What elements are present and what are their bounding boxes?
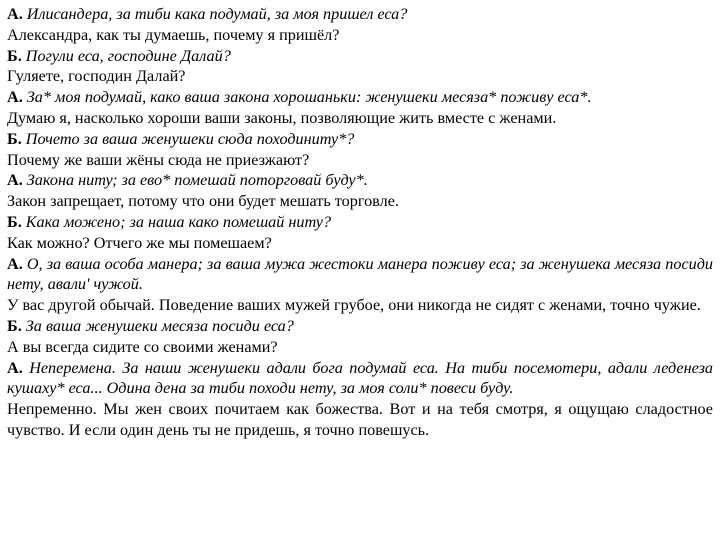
dialogue-document bbox=[7, 4, 713, 441]
speaker-label: А. bbox=[7, 5, 23, 23]
speaker-label: А. bbox=[7, 88, 23, 107]
pidgin-text: Илисандера, за тиби кака подумай, за моя пришел еса? bbox=[26, 5, 408, 23]
pidgin-text: За* моя подумай, како ваша закона хорошаньки: женушеки месяза* поживу еса*. bbox=[26, 88, 592, 107]
speaker-label: А. bbox=[7, 358, 23, 377]
pidgin-line bbox=[7, 129, 713, 150]
pidgin-line bbox=[7, 254, 713, 296]
translation-line: У вас другой обычай. Поведение ваших мужей грубое, они никогда не сидят с женами, точно чужие. bbox=[7, 296, 701, 315]
speaker-label: Б. bbox=[7, 316, 22, 335]
translation-line: Закон запрещает, потому что они будет мешать торговле. bbox=[7, 192, 399, 211]
pidgin-line bbox=[7, 358, 713, 400]
pidgin-text: Кака можено; за наша како помешай ниту? bbox=[25, 212, 332, 231]
speaker-label: Б. bbox=[7, 212, 22, 231]
translation-line: Гуляете, господин Далай? bbox=[7, 67, 186, 86]
translation-line: Думаю я, насколько хороши ваши законы, позволяющие жить вместе с женами. bbox=[7, 108, 557, 127]
speaker-label: Б. bbox=[7, 46, 22, 65]
speaker-label: А. bbox=[7, 171, 23, 190]
pidgin-line bbox=[7, 316, 713, 337]
translation-line: А вы всегда сидите со своими женами? bbox=[7, 337, 278, 356]
pidgin-text: За ваша женушеки месяза посиди еса? bbox=[25, 316, 294, 335]
speaker-label: А. bbox=[7, 254, 23, 273]
pidgin-line bbox=[7, 212, 713, 233]
pidgin-line bbox=[7, 87, 713, 108]
pidgin-line bbox=[7, 46, 713, 67]
pidgin-text: Неперемена. За наши женушеки адали бога подумай еса. На тиби посемотери, адали леденеза кушаху* еса... Одина дена за тиби походи нету, за моя соли* повеси буду. bbox=[7, 358, 713, 398]
pidgin-text: Почето за ваша женушеки сюда походиниту*? bbox=[25, 129, 355, 148]
translation-line: Александра, как ты думаешь, почему я пришёл? bbox=[7, 25, 340, 44]
translation-line: Непременно. Мы жен своих почитаем как божества. Вот и на тебя смотря, я ощущаю сладостное чувство. И если один день ты не придешь, я точно повешусь. bbox=[7, 400, 713, 439]
translation-line: Как можно? Отчего же мы помешаем? bbox=[7, 233, 272, 252]
pidgin-text: О, за ваша особа манера; за ваша мужа жестоки манера поживу еса; за женушека месяза посиди нету, авали' чужой. bbox=[7, 254, 714, 294]
translation-line: Почему же ваши жёны сюда не приезжают? bbox=[7, 150, 310, 169]
pidgin-line bbox=[7, 4, 713, 25]
pidgin-text: Погули еса, господине Далай? bbox=[25, 46, 231, 65]
speaker-label: Б. bbox=[7, 129, 22, 148]
pidgin-line bbox=[7, 170, 713, 191]
pidgin-text: Закона ниту; за ево* помешай поторговай буду*. bbox=[26, 171, 368, 190]
